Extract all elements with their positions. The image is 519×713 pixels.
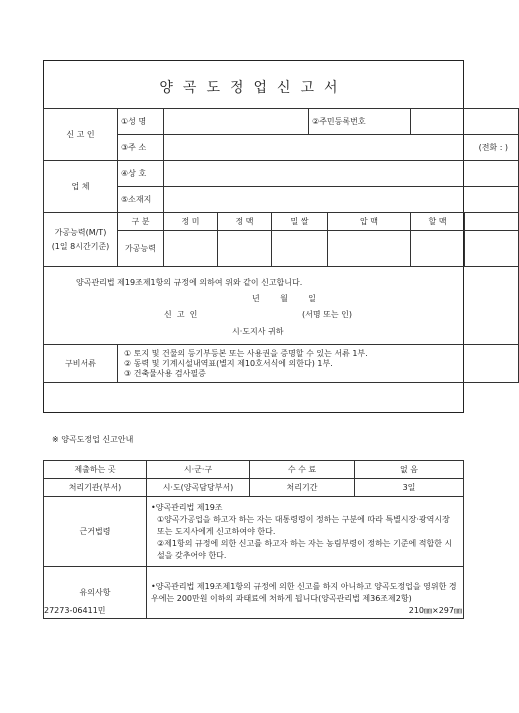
trade-name-field[interactable]	[164, 161, 519, 187]
name-label: ①성 명	[118, 109, 164, 135]
legal-basis-label: 근거법령	[44, 497, 147, 567]
rrn-field[interactable]	[411, 109, 519, 135]
guide-table	[43, 460, 464, 619]
doc-item: ① 토지 및 건물의 등기부등본 또는 사용권을 증명할 수 있는 서류 1부.	[124, 348, 368, 358]
agency-label: 처리기관(부서)	[44, 479, 147, 497]
docs-list	[118, 345, 519, 383]
date-line: 년 월 일	[252, 294, 316, 303]
capacity-field-3[interactable]	[328, 231, 411, 267]
grain-col-empty	[465, 213, 519, 231]
capacity-field-1[interactable]	[218, 231, 272, 267]
application-form	[43, 60, 509, 413]
fee-label: 수 수 료	[250, 461, 355, 479]
reporter-label: 신 고 인	[44, 109, 118, 161]
notes-label: 유의사항	[44, 567, 147, 619]
grain-col-2: 밀 쌀	[272, 213, 328, 231]
grain-col-3: 압 맥	[328, 213, 411, 231]
guide-heading: ※ 양곡도정업 신고안내	[52, 435, 134, 444]
submit-to-label: 제출하는 곳	[44, 461, 147, 479]
capacity-field-4[interactable]	[411, 231, 465, 267]
capacity-row-label: 가공능력	[118, 231, 164, 267]
addressee: 시·도지사 귀하	[232, 327, 284, 336]
location-label: ⑤소재지	[118, 187, 164, 213]
name-field[interactable]	[164, 109, 309, 135]
fee-value: 없 음	[355, 461, 464, 479]
category-label: 구 분	[118, 213, 164, 231]
paper-size: 210㎜×297㎜	[408, 606, 462, 615]
capacity-field-2[interactable]	[272, 231, 328, 267]
phone-label: (전화 : )	[478, 142, 509, 152]
address-field[interactable]	[164, 135, 519, 161]
address-label: ③주 소	[118, 135, 164, 161]
grain-col-0: 정 미	[164, 213, 218, 231]
signer-label: 신 고 인	[164, 310, 198, 319]
trade-name-label: ④상 호	[118, 161, 164, 187]
submit-to-value: 시·군·구	[147, 461, 250, 479]
period-label: 처리기간	[250, 479, 355, 497]
grain-col-4: 할 맥	[411, 213, 465, 231]
doc-item: ③ 건축물사용 검사필증	[124, 368, 206, 378]
notes-text: •양곡관리법 제19조제1항의 규정에 의한 신고를 하지 아니하고 양곡도정업을 영위한 경우에는 200만원 이하의 과태료에 처하게 됩니다(양곡관리법 제36조제2항)	[147, 567, 464, 619]
form-number: 27273-06411민	[44, 606, 106, 615]
sign-hint: (서명 또는 인)	[302, 310, 352, 319]
doc-item: ② 동력 및 기계시설내역표(별지 제10호서식에 의한다) 1부.	[124, 358, 333, 368]
declaration-text: 양곡관리법 제19조제1항의 규정에 의하여 위와 같이 신고합니다.	[76, 278, 303, 287]
page-title: 양곡도정업신고서	[159, 80, 348, 96]
capacity-label: 가공능력(M/T) (1일 8시간기준)	[44, 213, 118, 267]
location-field[interactable]	[164, 187, 519, 213]
docs-label: 구비서류	[44, 345, 118, 383]
agency-value: 시·도(양곡담당부서)	[147, 479, 250, 497]
business-label: 업 체	[44, 161, 118, 213]
capacity-field-0[interactable]	[164, 231, 218, 267]
legal-basis-text: •양곡관리법 제19조 ①양곡가공업을 하고자 하는 자는 대통령령이 정하는 구분에 따라 특별시장·광역시장 또는 도지사에게 신고하여야 한다. ②제1항의 규정에 의한 신고를 하고자 하는 자는 농림부령이 정하는 기준에 적합한 시설을 갖추어야 한다.	[147, 497, 464, 567]
period-value: 3일	[355, 479, 464, 497]
form-table	[43, 108, 519, 383]
capacity-field-5[interactable]	[465, 231, 519, 267]
rrn-label: ②주민등록번호	[309, 109, 411, 135]
declaration-block	[44, 267, 519, 345]
grain-col-1: 정 맥	[218, 213, 272, 231]
